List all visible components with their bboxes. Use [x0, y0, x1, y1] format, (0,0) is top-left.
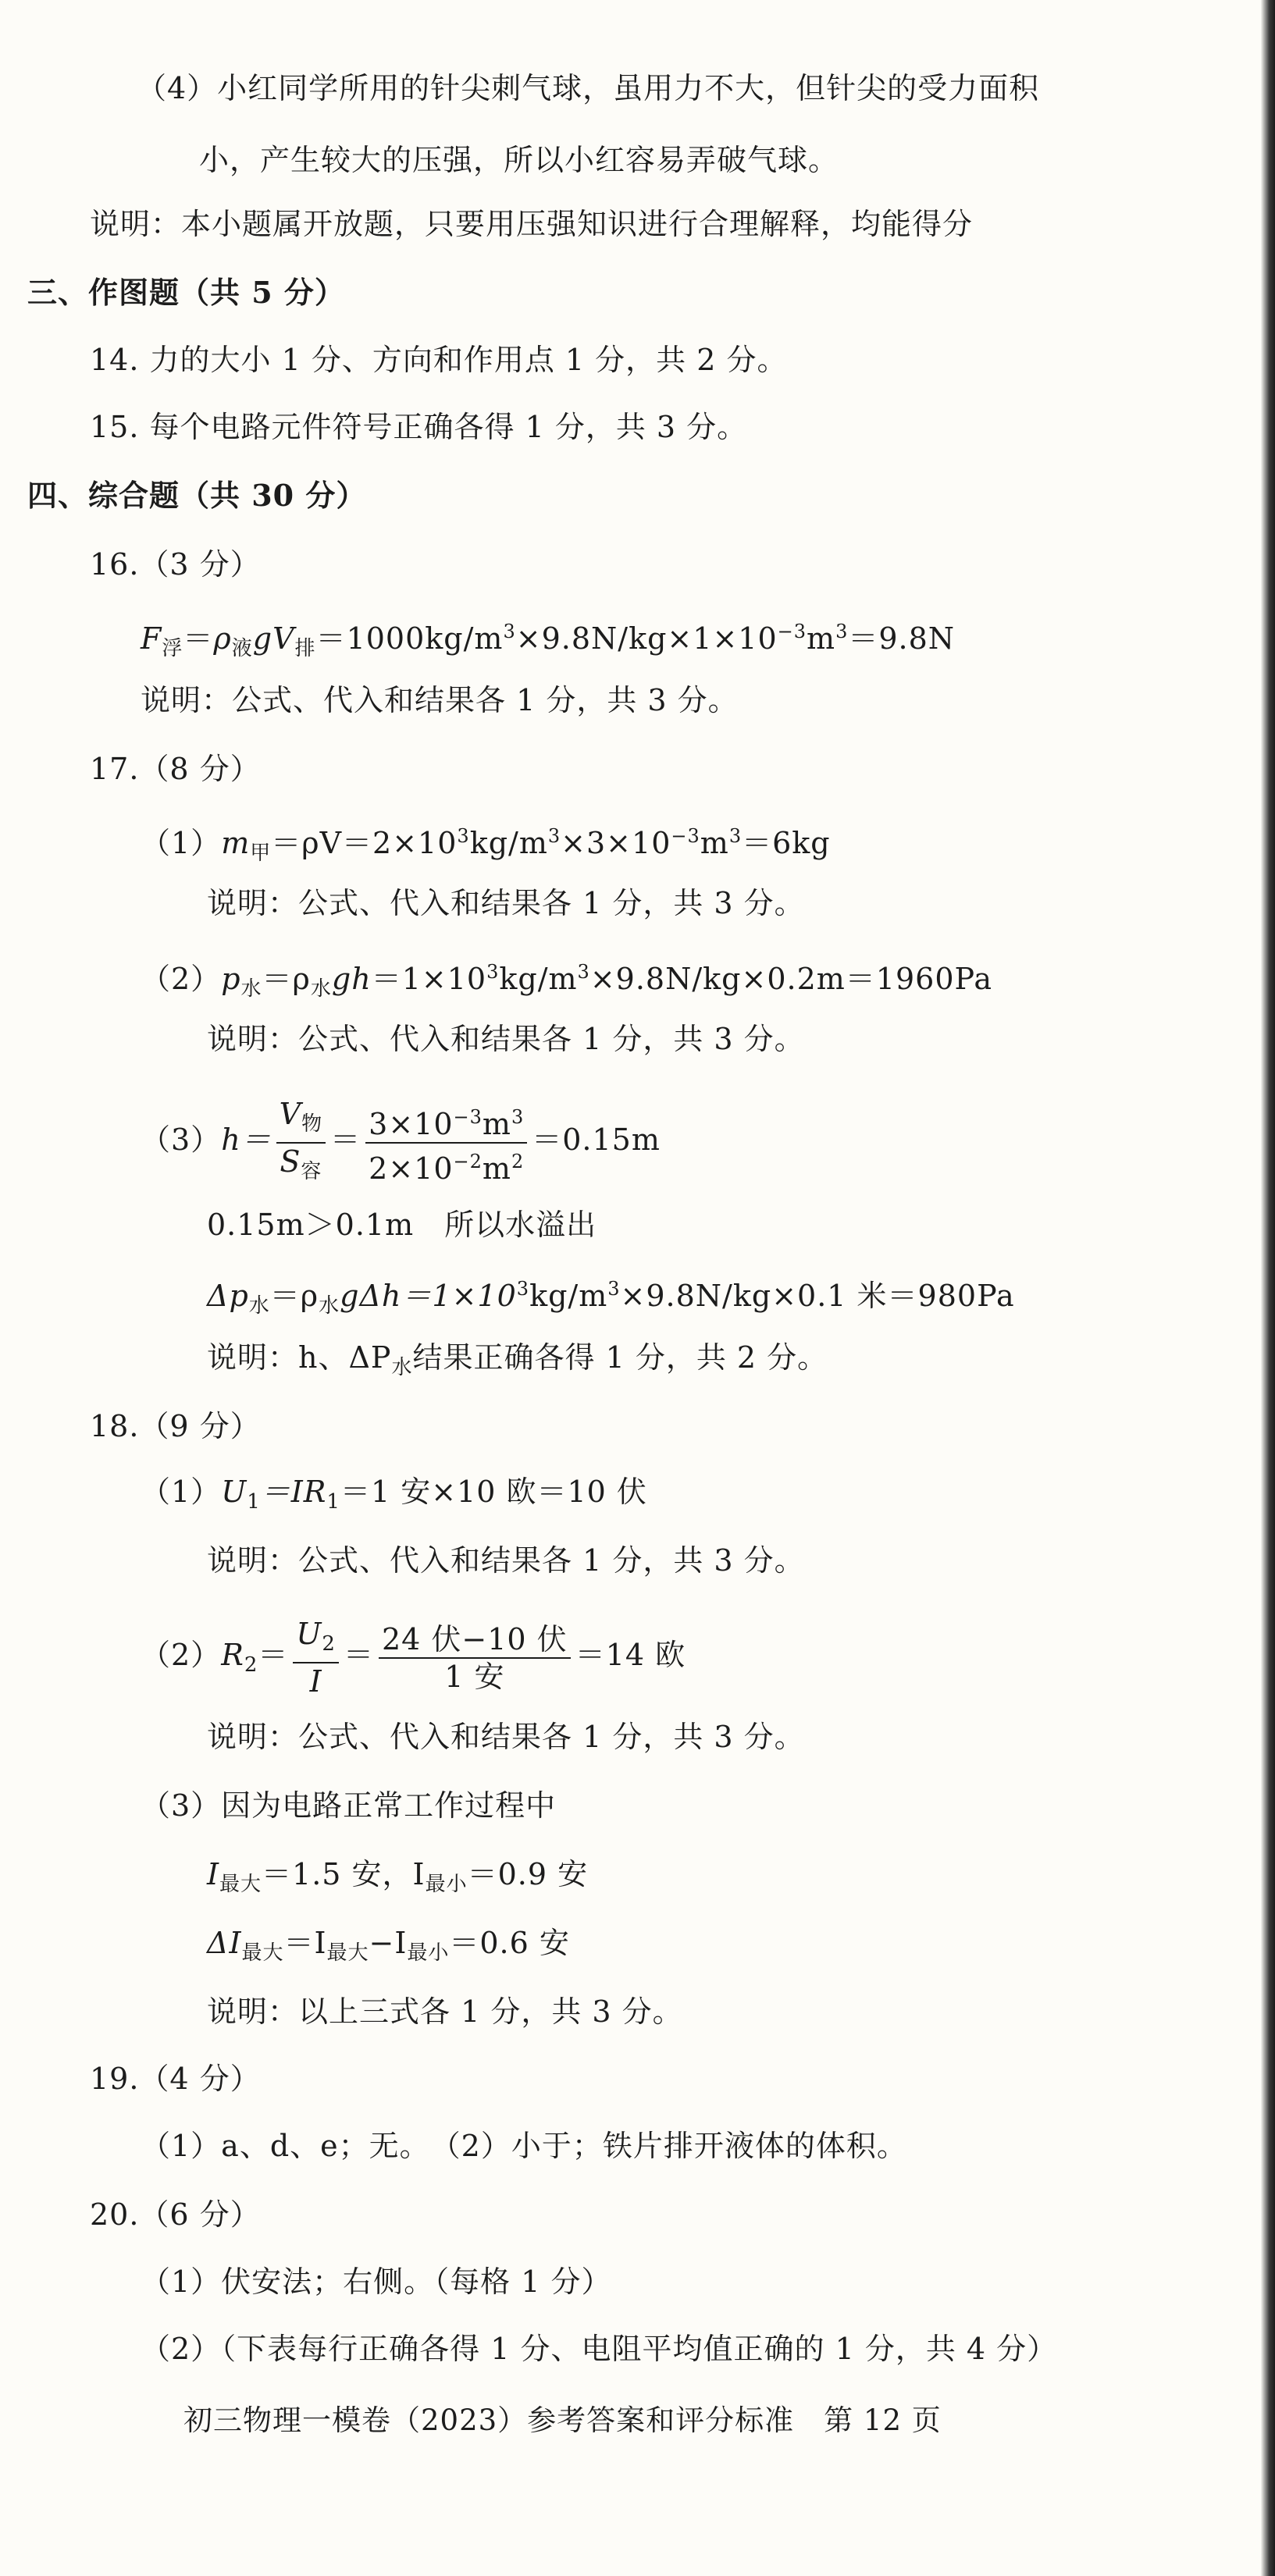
q18-3-delta-current: $\Delta I_{最大}=I_{最大}-I_{最小}=0.6$ 安 — [207, 1926, 570, 1965]
q19-answer: （1）a、d、e；无。 （2）小于；铁片排开液体的体积。 — [141, 2129, 907, 2163]
section-4-title: 四、综合题（共 30 分） — [27, 478, 367, 513]
q18-1-formula: $(1)U_1=IR_1=1$ 安×10 欧＝10 伏 — [141, 1475, 647, 1514]
q18-3-heading: （3）因为电路正常工作过程中 — [141, 1788, 557, 1823]
q13-4-line2: 小，产生较大的压强，所以小红容易弄破气球。 — [199, 143, 839, 177]
q16-heading: 16.（3 分） — [90, 547, 261, 582]
q18-heading: 18.（9 分） — [90, 1409, 261, 1443]
q13-4-line1: （4）小红同学所用的针尖刺气球，虽用力不大，但针尖的受力面积 — [137, 71, 1040, 105]
q17-heading: 17.（8 分） — [90, 752, 261, 786]
q17-2-formula: $(2)p_水=\rho_水gh=1\times 10^3kg/m^3\times 9.8N/kg\times 0.2m=1960Pa$ — [141, 961, 993, 1001]
page-footer: 初三物理一模卷（2023）参考答案和评分标准 第 12 页 — [183, 2403, 942, 2437]
q17-3-compare: 0.15m＞0.1m 所以水溢出 — [207, 1208, 597, 1242]
q17-3-pressure-change: $\Delta p_水=\rho_水g\Delta h=1\times 10^3kg/m^3\times 9.8N/kg\times 0.1$ 米＝980Pa — [207, 1278, 1015, 1318]
q20-heading: 20.（6 分） — [90, 2197, 261, 2232]
q15-answer: 15. 每个电路元件符号正确各得 1 分，共 3 分。 — [90, 410, 748, 444]
section-3-title: 三、作图题（共 5 分） — [27, 275, 345, 310]
fraction-volume-over-area: $\frac{3\times 10^{-3}m^3}{2\times 10^{-2}m^2}$ — [365, 1099, 527, 1187]
q18-1-note: 说明：公式、代入和结果各 1 分，共 3 分。 — [207, 1543, 805, 1578]
fraction-u-over-i: $\frac{U_2}{I}$ — [293, 1616, 339, 1699]
fraction-voltage-over-current: $\frac{\text{24 伏−10 伏}}{\text{1 安}}$ — [379, 1621, 571, 1695]
q18-2-note: 说明：公式、代入和结果各 1 分，共 3 分。 — [207, 1720, 805, 1754]
fraction-v-over-s: $\frac{V_物}{S_容}$ — [276, 1096, 326, 1190]
scan-edge-shadow — [1261, 0, 1275, 2576]
q17-1-note: 说明：公式、代入和结果各 1 分，共 3 分。 — [207, 886, 805, 920]
q19-heading: 19.（4 分） — [90, 2062, 261, 2096]
q17-3-note: 说明：h、$\Delta P_水$结果正确各得 1 分，共 2 分。 — [207, 1340, 828, 1379]
q16-formula: $F_浮=\rho_液gV_排=1000kg/m^3\times 9.8N/kg\times 1\times 10^{-3}m^3=9.8N$ — [141, 621, 956, 660]
q18-2-formula: $(2)R_2=$ $\frac{U_2}{I}$ ＝ $\frac{\text{24 伏−10 伏}}{\text{1 安}}$ ＝14 欧 — [141, 1617, 686, 1699]
q14-answer: 14. 力的大小 1 分、方向和作用点 1 分，共 2 分。 — [90, 343, 788, 377]
q18-3-currents: $I_{最大}=1.5$ 安，$I_{最小}=0.9$ 安 — [207, 1857, 589, 1896]
q13-note: 说明：本小题属开放题，只要用压强知识进行合理解释，均能得分 — [90, 207, 974, 241]
q17-1-formula: $(1)m_甲=\rho V=2\times 10^3kg/m^3\times 3\times 10^{-3}m^3=6kg$ — [141, 825, 831, 865]
q18-3-note: 说明：以上三式各 1 分，共 3 分。 — [207, 1994, 683, 2029]
q16-note: 说明：公式、代入和结果各 1 分，共 3 分。 — [141, 683, 739, 717]
q17-2-note: 说明：公式、代入和结果各 1 分，共 3 分。 — [207, 1022, 805, 1056]
q17-3-formula: （3）h＝ $\frac{V_物}{S_容}$ ＝ $\frac{3\times 10^{-3}m^3}{2\times 10^{-2}m^2}$ ＝0.15m — [141, 1093, 661, 1190]
q20-2-answer: （2）（下表每行正确各得 1 分、电阻平均值正确的 1 分，共 4 分） — [141, 2332, 1058, 2366]
q20-1-answer: （1）伏安法；右侧。（每格 1 分） — [141, 2265, 612, 2299]
